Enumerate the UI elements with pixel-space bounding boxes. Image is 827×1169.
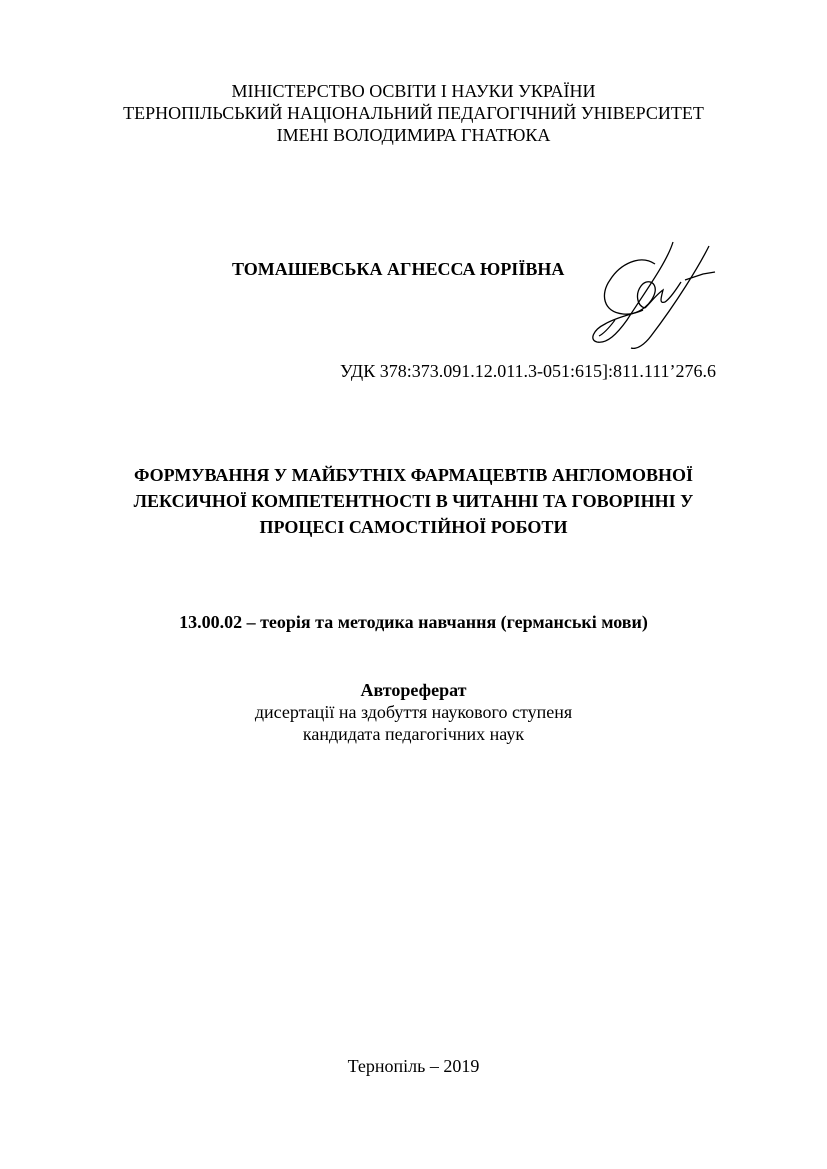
document-purpose-line: кандидата педагогічних наук [302, 724, 525, 744]
document-purpose-line: дисертації на здобуття наукового ступеня [254, 702, 573, 722]
dissertation-title-line: ЛЕКСИЧНОЇ КОМПЕТЕНТНОСТІ В ЧИТАННІ ТА ГОВОРІННІ У [133, 491, 694, 511]
city-year: Тернопіль – 2019 [347, 1056, 480, 1076]
dissertation-title-line: ПРОЦЕСІ САМОСТІЙНОЇ РОБОТИ [259, 517, 568, 537]
author-name: ТОМАШЕВСЬКА АГНЕССА ЮРІЇВНА [232, 259, 565, 279]
specialty-code: 13.00.02 – теорія та методика навчання (германські мови) [179, 612, 648, 632]
udc-code: УДК 378:373.091.12.011.3-051:615]:811.111’276.6 [340, 361, 717, 381]
ministry-name: МІНІСТЕРСТВО ОСВІТИ І НАУКИ УКРАЇНИ [231, 81, 596, 101]
document-type: Автореферат [360, 680, 467, 700]
signature-image [585, 232, 725, 352]
university-name: ТЕРНОПІЛЬСЬКИЙ НАЦІОНАЛЬНИЙ ПЕДАГОГІЧНИЙ УНІВЕРСИТЕТ [123, 103, 704, 123]
university-named-after: ІМЕНІ ВОЛОДИМИРА ГНАТЮКА [276, 125, 551, 145]
dissertation-title-line: ФОРМУВАННЯ У МАЙБУТНІХ ФАРМАЦЕВТІВ АНГЛОМОВНОЇ [133, 465, 693, 485]
